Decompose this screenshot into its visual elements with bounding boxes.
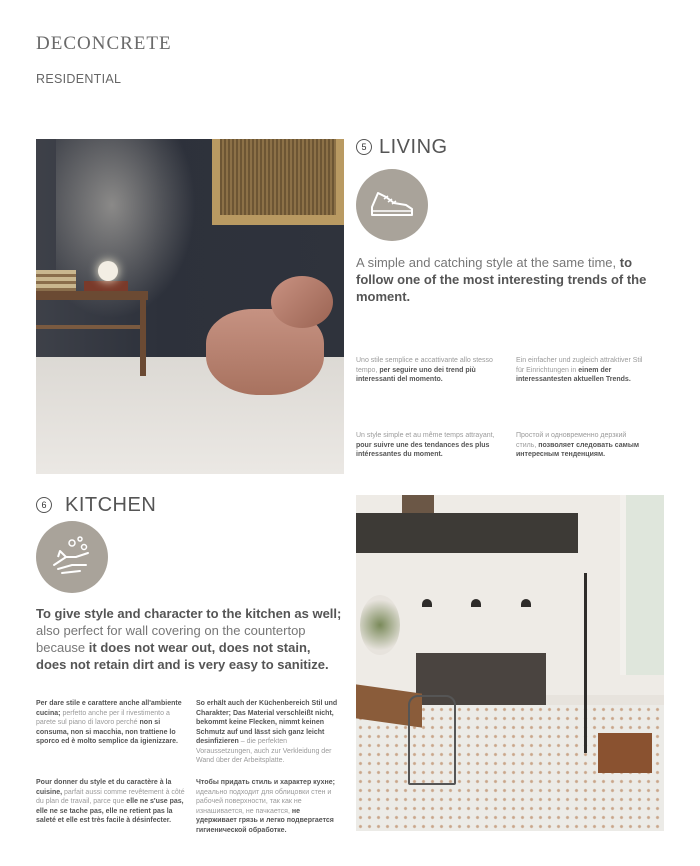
kitchen-text-de: So erhält auch der Küchenbereich Stil und Charakter; Das Material verschleißt nicht, bekommt keine Flecken, nimmt keinen Schmutz auf und lässt sich ganz leicht desinfizieren – die perfekten Voraussetzungen, auch zur Verkleidung der Wand über der Arbeitsplatte. [196, 700, 338, 764]
kitchen-lead: To give style and character to the kitchen as well; also perfect for wall covering on the countertop because it does not wear out, does not stain, does not retain dirt and is very easy to sanitize. [36, 606, 342, 672]
living-text-fr: Un style simple et au même temps attrayant, pour suivre une des tendances des plus intéressantes du moment. [356, 432, 495, 458]
living-text-it: Uno stile semplice e accattivante allo stesso tempo, per seguire uno dei trend più interessanti del momento. [356, 357, 493, 383]
section-number-living: 5 [356, 139, 372, 155]
kitchen-text-fr: Pour donner du style et du caractère à la cuisine, parfait aussi comme revêtement à côté du plan de travail, parce que elle ne s'use pas, elle ne se tache pas, elle ne retient pas la saleté et elle est très facile à désinfecter. [36, 779, 185, 824]
kitchen-text-ru: Чтобы придать стиль и характер кухне; идеально подходит для облицовки стен и рабочей поверхности, так как не изнашивается, не пачкается, не удерживает грязь и легко подвергается гигиенической обработке. [196, 779, 335, 834]
living-text-de: Ein einfacher und zugleich attraktiver Stil für Einrichtungen in einem der interessantesten aktuellen Trends. [516, 357, 643, 383]
washing-hands-icon [36, 521, 108, 593]
living-badge [356, 169, 428, 241]
living-text-ru: Простой и одновременно дерзкий стиль, позволяет следовать самым интересным тенденциям. [516, 432, 640, 458]
kitchen-text-it: Per dare stile e carattere anche all'ambiente cucina; perfetto anche per il rivestimento a parete sul piano di lavoro perché non si consuma, non si macchia, non trattiene lo sporco ed è molto semplice da igienizzare. [36, 700, 182, 745]
sneaker-icon [356, 169, 428, 241]
living-room-photo [36, 139, 344, 474]
section-title-kitchen: KITCHEN [65, 494, 157, 516]
page-subtitle: RESIDENTIAL [36, 72, 122, 86]
section-title-living: LIVING [379, 136, 448, 158]
section-number-kitchen: 6 [36, 497, 52, 513]
brand-logo: DECONCRETE [36, 33, 172, 54]
kitchen-photo [356, 495, 664, 831]
kitchen-badge [36, 521, 108, 593]
living-lead: A simple and catching style at the same time, to follow one of the most interesting trends of the moment. [356, 255, 647, 304]
